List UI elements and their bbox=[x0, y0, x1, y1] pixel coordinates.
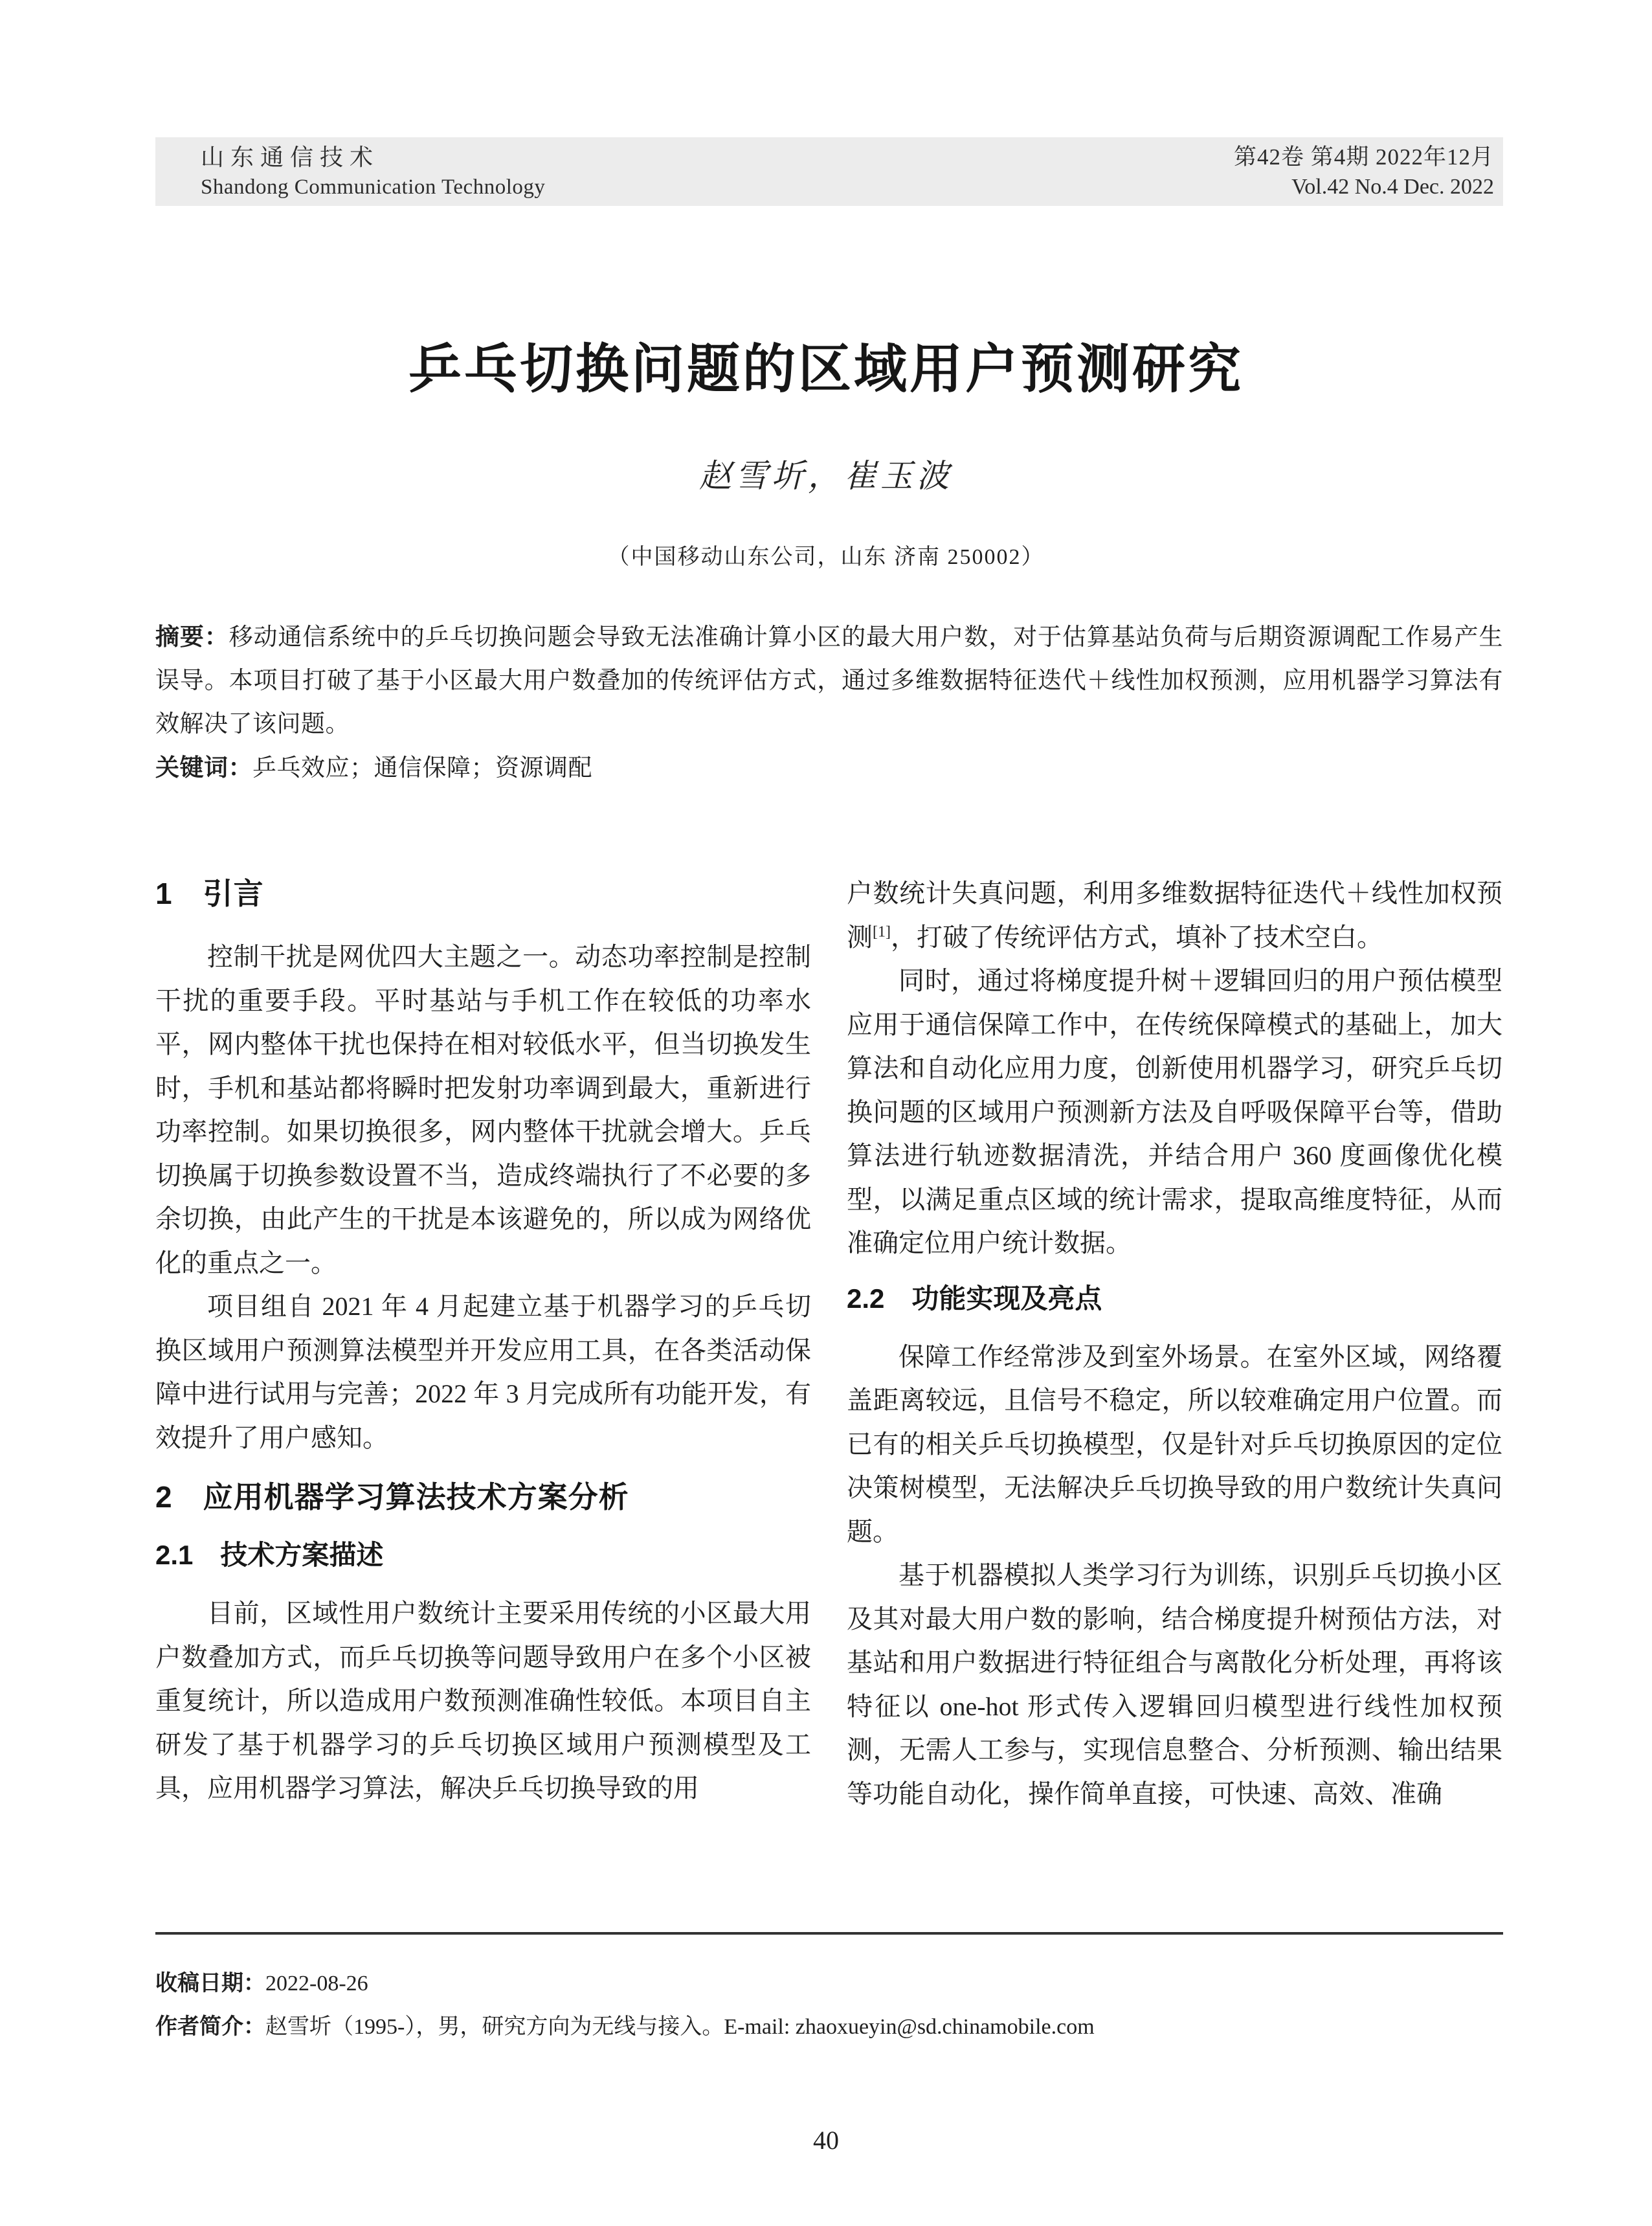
received-date-line bbox=[155, 1962, 1503, 2005]
journal-title-en: Shandong Communication Technology bbox=[201, 175, 546, 199]
footnote-divider bbox=[155, 1932, 1503, 1935]
author-affiliation: （中国移动山东公司，山东 济南 250002） bbox=[607, 545, 1045, 569]
author-bio-value: 赵雪圻（1995-），男，研究方向为无线与接入。E-mail: zhaoxueyin@sd.chinamobile.com bbox=[265, 2015, 1095, 2039]
left-paragraph-1: 控制干扰是网优四大主题之一。动态功率控制是控制干扰的重要手段。平时基站与手机工作在较低的功率水平，网内整体干扰也保持在相对较低水平，但当切换发生时，手机和基站都将瞬时把发射功率调到最大，重新进行功率控制。如果切换很多，网内整体干扰就会增大。乒乓切换属于切换参数设置不当，造成终端执行了不必要的多余切换，由此产生的干扰是本该避免的，所以成为网络优化的重点之一。 bbox=[155, 942, 811, 1277]
section-2-1-heading: 2.1 技术方案描述 bbox=[155, 1540, 384, 1570]
footnote-block bbox=[155, 1962, 1503, 2049]
right-p1-text-after: ，打破了传统评估方式，填补了技术空白。 bbox=[890, 922, 1383, 952]
reference-1-superscript: [1] bbox=[873, 923, 891, 941]
section-2-heading: 2 应用机器学习算法技术方案分析 bbox=[155, 1480, 629, 1514]
right-paragraph-3: 保障工作经常涉及到室外场景。在室外区域，网络覆盖距离较远，且信号不稳定，所以较难确定用户位置。而已有的相关乒乓切换模型，仅是针对乒乓切换原因的定位决策树模型，无法解决乒乓切换导致的用户数统计失真问题。 bbox=[847, 1342, 1502, 1546]
keywords-line bbox=[155, 746, 1503, 790]
article-title: 乒乓切换问题的区域用户预测研究 bbox=[408, 340, 1244, 399]
right-paragraph-2: 同时，通过将梯度提升树＋逻辑回归的用户预估模型应用于通信保障工作中，在传统保障模式的基础上，加大算法和自动化应用力度，创新使用机器学习，研究乒乓切换问题的区域用户预测新方法及自呼吸保障平台等，借助算法进行轨迹数据清洗，并结合用户 360 度画像优化模型，以满足重点区域的统计需求，提取高维度特征，从而准确定位用户统计数据。 bbox=[847, 966, 1502, 1257]
page-number: 40 bbox=[813, 2126, 839, 2155]
section-1-heading: 1 引言 bbox=[155, 877, 264, 910]
abstract-label: 摘要： bbox=[155, 624, 229, 650]
issue-info-en: Vol.42 No.4 Dec. 2022 bbox=[1291, 175, 1494, 199]
right-p1-text: 户数统计失真问题，利用多维数据特征迭代＋线性加权预测 bbox=[847, 879, 1502, 952]
issue-info-cn: 第42卷 第4期 2022年12月 bbox=[1233, 144, 1494, 170]
author-names: 赵雪圻，崔玉波 bbox=[699, 458, 953, 494]
keywords-text: 乒乓效应；通信保障；资源调配 bbox=[252, 755, 592, 781]
abstract-text: 移动通信系统中的乒乓切换问题会导致无法准确计算小区的最大用户数，对于估算基站负荷与后期资源调配工作易产生误导。本项目打破了基于小区最大用户数叠加的传统评估方式，通过多维数据特征迭代＋线性加权预测，应用机器学习算法有效解决了该问题。 bbox=[155, 624, 1504, 737]
right-paragraph-4: 基于机器模拟人类学习行为训练，识别乒乓切换小区及其对最大用户数的影响，结合梯度提升树预估方法，对基站和用户数据进行特征组合与离散化分析处理，再将该特征以 one-hot 形式传入逻辑回归模型进行线性加权预测，无需人工参与，实现信息整合、分析预测、输出结果等功能自动化，操作简单直接，可快速、高效、准确 bbox=[847, 1560, 1502, 1808]
left-paragraph-3: 目前，区域性用户数统计主要采用传统的小区最大用户数叠加方式，而乒乓切换等问题导致用户在多个小区被重复统计，所以造成用户数预测准确性较低。本项目自主研发了基于机器学习的乒乓切换区域用户预测模型及工具，应用机器学习算法，解决乒乓切换导致的用 bbox=[155, 1599, 811, 1803]
author-bio-line bbox=[155, 2005, 1503, 2049]
journal-title-cn: 山东通信技术 bbox=[201, 144, 380, 170]
journal-title-block bbox=[201, 142, 545, 201]
right-column bbox=[847, 871, 1502, 1816]
journal-header-bar bbox=[155, 137, 1503, 206]
abstract-paragraph bbox=[155, 615, 1503, 746]
received-date-value: 2022-08-26 bbox=[265, 1972, 368, 1996]
abstract-block bbox=[155, 615, 1503, 790]
keywords-label: 关键词： bbox=[155, 754, 252, 781]
received-date-label: 收稿日期： bbox=[155, 1971, 265, 1996]
left-paragraph-2: 项目组自 2021 年 4 月起建立基于机器学习的乒乓切换区域用户预测算法模型并开发应用工具，在各类活动保障中进行试用与完善；2022 年 3 月完成所有功能开发，有效提升了用户感知。 bbox=[155, 1292, 811, 1452]
section-2-2-heading: 2.2 功能实现及亮点 bbox=[847, 1283, 1102, 1314]
issue-info-block bbox=[1234, 142, 1494, 201]
right-paragraph-1 bbox=[847, 871, 1502, 959]
left-column bbox=[155, 875, 811, 1810]
author-bio-label: 作者简介： bbox=[155, 2014, 265, 2039]
